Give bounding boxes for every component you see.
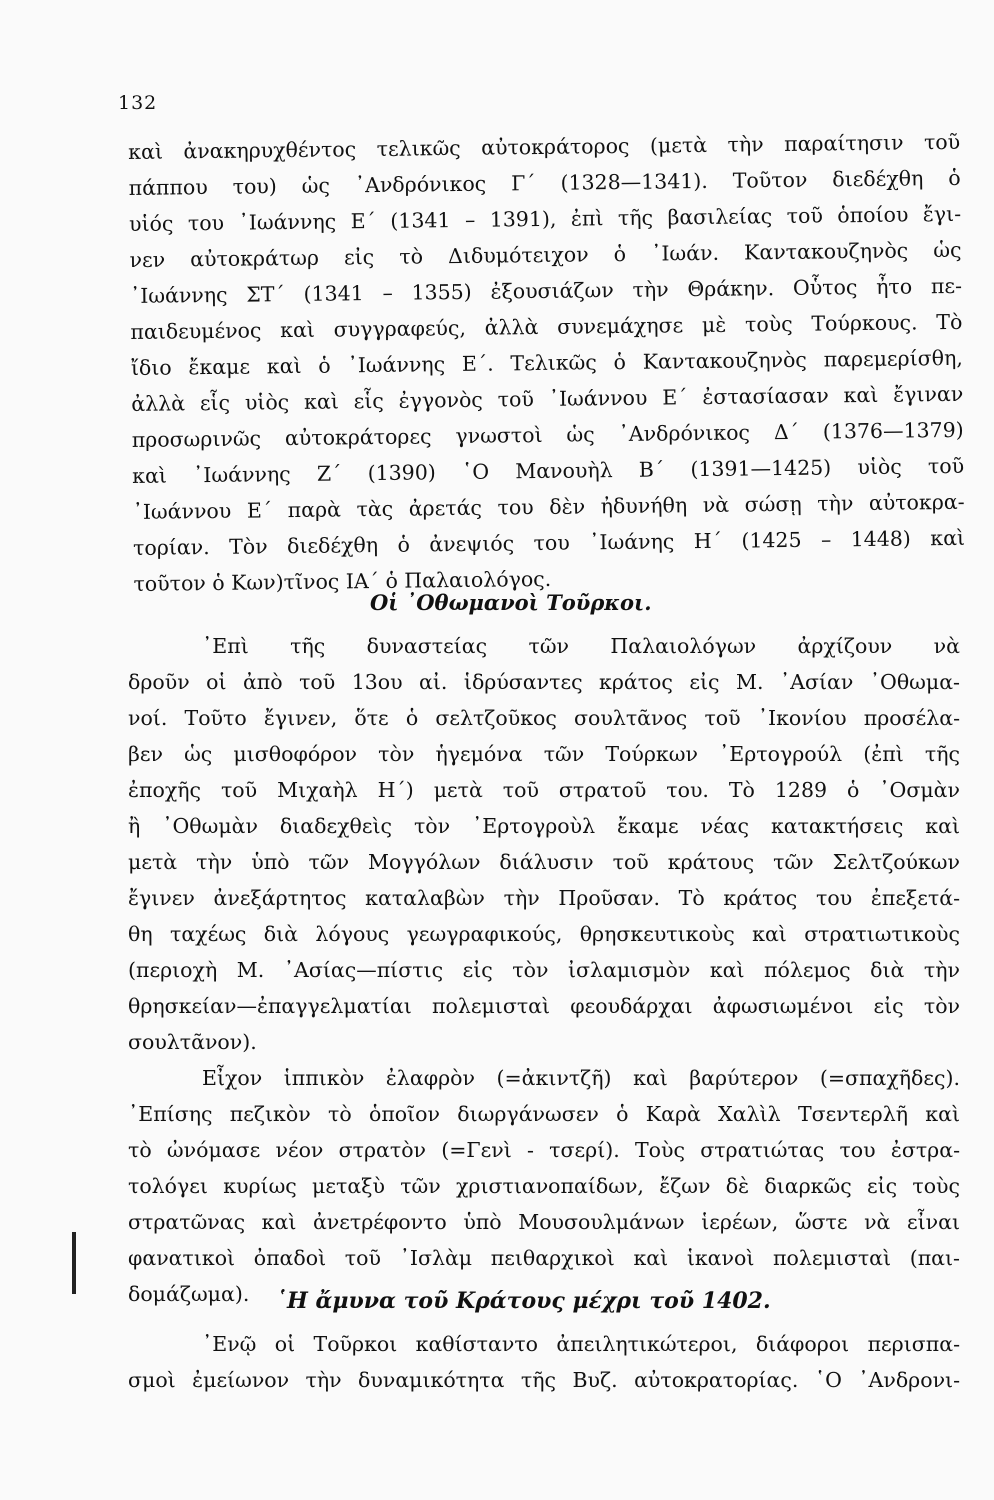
text-line: ἐποχῆς τοῦ Μιχαὴλ Η΄) μετὰ τοῦ στρατοῦ του. Τὸ 1289 ὁ ᾿Οσμὰν [128,778,960,802]
text-line: νοί. Τοῦτο ἔγινεν, ὅτε ὁ σελτζοῦκος σουλτᾶνος τοῦ ᾿Ικονίου προσέλα- [128,706,960,730]
text-line: παιδευμένος καὶ συγγραφεύς, ἀλλὰ συνεμάχησε μὲ τοὺς Τούρκους. Τὸ [130,309,963,344]
text-line: τοῦτον ὁ Κων)τῖνος ΙΑ΄ ὁ Παλαιολόγος. [133,566,552,596]
section-heading-ottomans: Οἱ ᾿Οθωμανοὶ Τοῦρκοι. [370,590,652,615]
text-line: Εἶχον ἱππικὸν ἐλαφρὸν (=ἀκιντζῆ) καὶ βαρύτερον (=σπαχῆδες). [202,1066,960,1090]
text-line: πάππου του) ὡς ᾿Ανδρόνικος Γ΄ (1328—1341). Τοῦτον διεδέχθη ὁ [128,165,961,200]
paragraph-palaiologoi [128,124,966,602]
text-line: δροῦν οἱ ἀπὸ τοῦ 13ου αἰ. ἱδρύσαντες κράτος εἰς Μ. ᾿Ασίαν ᾿Οθωμα- [128,670,960,694]
margin-mark [72,1232,76,1294]
text-line: ᾿Ενῷ οἱ Τοῦρκοι καθίσταντο ἀπειλητικώτεροι, διάφοροι περισπα- [202,1332,960,1356]
text-line: σμοὶ ἐμείωνον τὴν δυναμικότητα τῆς Βυζ. αὐτοκρατορίας. ῾Ο ᾿Ανδρονι- [128,1368,960,1392]
page-number: 132 [118,92,158,114]
text-line: (περιοχὴ Μ. ᾿Ασίας—πίστις εἰς τὸν ἰσλαμισμὸν καὶ πόλεμος διὰ τὴν [128,958,960,982]
text-line: ἔγινεν ἀνεξάρτητος καταλαβὼν τὴν Προῦσαν. Τὸ κράτος του ἐπεξετά- [128,886,960,910]
text-line: υἱός του ᾿Ιωάννης Ε΄ (1341 – 1391), ἐπὶ τῆς βασιλείας τοῦ ὁποίου ἔγι- [128,201,962,236]
text-line: τολόγει κυρίως μεταξὺ τῶν χριστιανοπαίδων, ἔζων δὲ διαρκῶς εἰς τοὺς [128,1174,960,1198]
text-line: νεν αὐτοκράτωρ εἰς τὸ Διδυμότειχον ὁ ᾿Ιωάν. Καντακουζηνὸς ὡς [129,237,962,272]
text-line: τὸ ὠνόμασε νέον στρατὸν (=Γενὶ - τσερί). Τοὺς στρατιώτας του ἐστρα- [128,1138,960,1162]
text-line: ᾿Επὶ τῆς δυναστείας τῶν Παλαιολόγων ἀρχίζουν νὰ [202,634,960,658]
text-line: ἴδιο ἔκαμε καὶ ὁ ᾿Ιωάννης Ε΄. Τελικῶς ὁ Καντακουζηνὸς παρεμερίσθη, [130,345,963,380]
text-line: δομάζωμα). [128,1282,250,1306]
text-line: φανατικοὶ ὀπαδοὶ τοῦ ᾿Ισλὰμ πειθαρχικοὶ καὶ ἱκανοὶ πολεμισταὶ (παι- [128,1246,960,1270]
text-line: προσωρινῶς αὐτοκράτορες γνωστοὶ ὡς ᾿Ανδρόνικος Δ΄ (1376—1379) [131,417,964,452]
text-line: μετὰ τὴν ὑπὸ τῶν Μογγόλων διάλυσιν τοῦ κράτους τῶν Σελτζούκων [128,850,960,874]
text-line: καὶ ἀνακηρυχθέντος τελικῶς αὐτοκράτορος (μετὰ τὴν παραίτησιν τοῦ [128,129,961,164]
paragraph-ottomans [128,628,960,1312]
text-line: τορίαν. Τὸν διεδέχθη ὁ ἀνεψιός του ᾿Ιωάνης Η΄ (1425 – 1448) καὶ [132,525,966,560]
text-line: βεν ὡς μισθοφόρον τὸν ἡγεμόνα τῶν Τούρκων ᾿Ερτογρούλ (ἐπὶ τῆς [128,742,960,766]
paragraph-defense [128,1326,960,1398]
text-line: ἀλλὰ εἷς υἱὸς καὶ εἷς ἐγγονὸς τοῦ ᾿Ιωάννου Ε΄ ἐστασίασαν καὶ ἔγιναν [131,381,964,416]
text-line: στρατῶνας καὶ ἀνετρέφοντο ὑπὸ Μουσουλμάνων ἱερέων, ὥστε νὰ εἶναι [128,1210,960,1234]
text-line: θρησκείαν—ἐπαγγελματίαι πολεμισταὶ φεουδάρχαι ἀφωσιωμένοι εἰς τὸν [128,994,960,1018]
text-line: θη ταχέως διὰ λόγους γεωγραφικούς, θρησκευτικοὺς καὶ στρατιωτικοὺς [128,922,960,946]
text-line: ᾿Ιωάννου Ε΄ παρὰ τὰς ἀρετάς του δὲν ἠδυνήθη νὰ σώσῃ τὴν αὐτοκρα- [132,489,965,524]
text-line: σουλτᾶνον). [128,1030,257,1054]
text-line: καὶ ᾿Ιωάννης Ζ΄ (1390) ῾Ο Μανουὴλ Β΄ (1391—1425) υἱὸς τοῦ [132,453,965,488]
text-line: ᾿Ιωάννης ΣΤ΄ (1341 – 1355) ἐξουσιάζων τὴν Θράκην. Οὗτος ἦτο πε- [129,273,963,308]
text-line: ᾿Επίσης πεζικὸν τὸ ὁποῖον διωργάνωσεν ὁ Καρὰ Χαλὶλ Τσεντερλῆ καὶ [128,1102,960,1126]
text-line: ἢ ᾿Οθωμὰν διαδεχθεὶς τὸν ᾿Ερτογροὺλ ἔκαμε νέας κατακτήσεις καὶ [128,814,960,838]
section-heading-defense: ῾Η ἄμυνα τοῦ Κράτους μέχρι τοῦ 1402. [276,1288,771,1314]
